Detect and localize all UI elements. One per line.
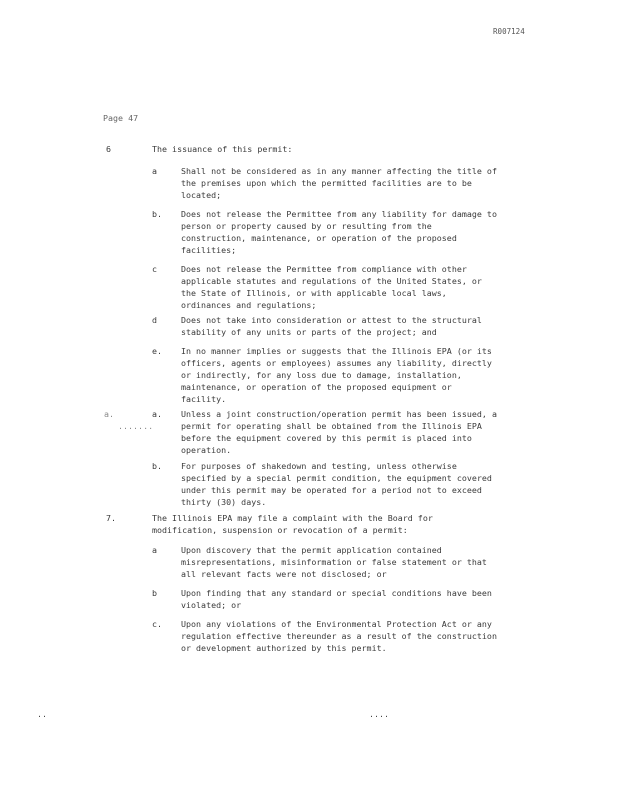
- section-6-item-c-line-1: Does not release the Permittee from compliance with other: [181, 264, 467, 274]
- section-permit-item-a-line-2: permit for operating shall be obtained from the Illinois EPA: [181, 421, 482, 431]
- section-7-heading-line-1: The Illinois EPA may file a complaint with the Board for: [152, 513, 433, 523]
- section-permit-item-a-line-1: Unless a joint construction/operation permit has been issued, a: [181, 409, 497, 419]
- section-6-item-e-line-1: In no manner implies or suggests that the Illinois EPA (or its: [181, 346, 492, 356]
- section-6-number: 6: [106, 144, 112, 154]
- section-7-item-a-line-2: misrepresentations, misinformation or false statement or that: [181, 557, 487, 567]
- page-number: Page 47: [103, 113, 139, 123]
- section-6-item-c-line-2: applicable statutes and regulations of the United States, or: [181, 276, 482, 286]
- section-6-item-d-line-2: stability of any units or parts of the project; and: [181, 327, 437, 337]
- section-6-item-b-line-3: construction, maintenance, or operation of the proposed: [181, 233, 457, 243]
- section-7-item-c-line-2: regulation effective thereunder as a result of the construction: [181, 631, 497, 641]
- section-6-item-c-line-3: the State of Illinois, or with applicable local laws,: [181, 288, 447, 298]
- section-6-item-b-line-2: person or property caused by or resulting from the: [181, 221, 432, 231]
- footer-mark-center: ....: [369, 709, 390, 719]
- document-id: R007124: [493, 27, 525, 36]
- section-6-item-e-line-4: maintenance, or operation of the proposed equipment or: [181, 382, 452, 392]
- section-permit-item-b-line-4: thirty (30) days.: [181, 497, 267, 507]
- section-6-item-e-line-5: facility.: [181, 394, 227, 404]
- section-permit-item-a-line-4: operation.: [181, 445, 232, 455]
- section-permit-item-a-label: a.: [152, 409, 163, 419]
- section-6-item-e-label: e.: [152, 346, 163, 356]
- section-permit-item-b-label: b.: [152, 461, 163, 471]
- section-7-item-c-line-1: Upon any violations of the Environmental Protection Act or any: [181, 619, 492, 629]
- section-7-item-a-line-1: Upon discovery that the permit application contained: [181, 545, 442, 555]
- section-7-item-a-label: a: [152, 545, 158, 555]
- section-permit-item-b-line-2: specified by a special permit condition, the equipment covered: [181, 473, 492, 483]
- section-6-item-a-line-1: Shall not be considered as in any manner affecting the title of: [181, 166, 497, 176]
- margin-dots: .......: [118, 421, 154, 431]
- section-6-item-c-line-4: ordinances and regulations;: [181, 300, 317, 310]
- section-permit-item-b-line-1: For purposes of shakedown and testing, unless otherwise: [181, 461, 457, 471]
- section-permit-item-b-line-3: under this permit may be operated for a period not to exceed: [181, 485, 482, 495]
- section-7-number: 7.: [106, 513, 117, 523]
- section-6-item-b-line-4: facilities;: [181, 245, 237, 255]
- section-number-obscured: a.: [104, 409, 115, 419]
- section-6-item-a-label: a: [152, 166, 158, 176]
- section-7-item-b-line-2: violated; or: [181, 600, 242, 610]
- section-7-item-b-label: b: [152, 588, 158, 598]
- section-7-item-b-line-1: Upon finding that any standard or special conditions have been: [181, 588, 492, 598]
- section-6-item-d-label: d: [152, 315, 158, 325]
- section-6-item-a-line-3: located;: [181, 190, 222, 200]
- section-6-item-e-line-2: officers, agents or employees) assumes any liability, directly: [181, 358, 492, 368]
- section-6-item-e-line-3: or indirectly, for any loss due to damage, installation,: [181, 370, 462, 380]
- section-6-item-a-line-2: the premises upon which the permitted facilities are to be: [181, 178, 472, 188]
- section-6-item-d-line-1: Does not take into consideration or attest to the structural: [181, 315, 482, 325]
- section-7-item-a-line-3: all relevant facts were not disclosed; or: [181, 569, 387, 579]
- section-permit-item-a-line-3: before the equipment covered by this permit is placed into: [181, 433, 472, 443]
- section-6-item-b-label: b.: [152, 209, 163, 219]
- section-7-item-c-line-3: or development authorized by this permit.: [181, 643, 387, 653]
- section-6-heading: The issuance of this permit:: [152, 144, 293, 154]
- section-7-heading-line-2: modification, suspension or revocation of a permit:: [152, 525, 408, 535]
- section-7-item-c-label: c.: [152, 619, 163, 629]
- section-6-item-b-line-1: Does not release the Permittee from any liability for damage to: [181, 209, 497, 219]
- footer-mark-left: ..: [37, 709, 48, 719]
- section-6-item-c-label: c: [152, 264, 158, 274]
